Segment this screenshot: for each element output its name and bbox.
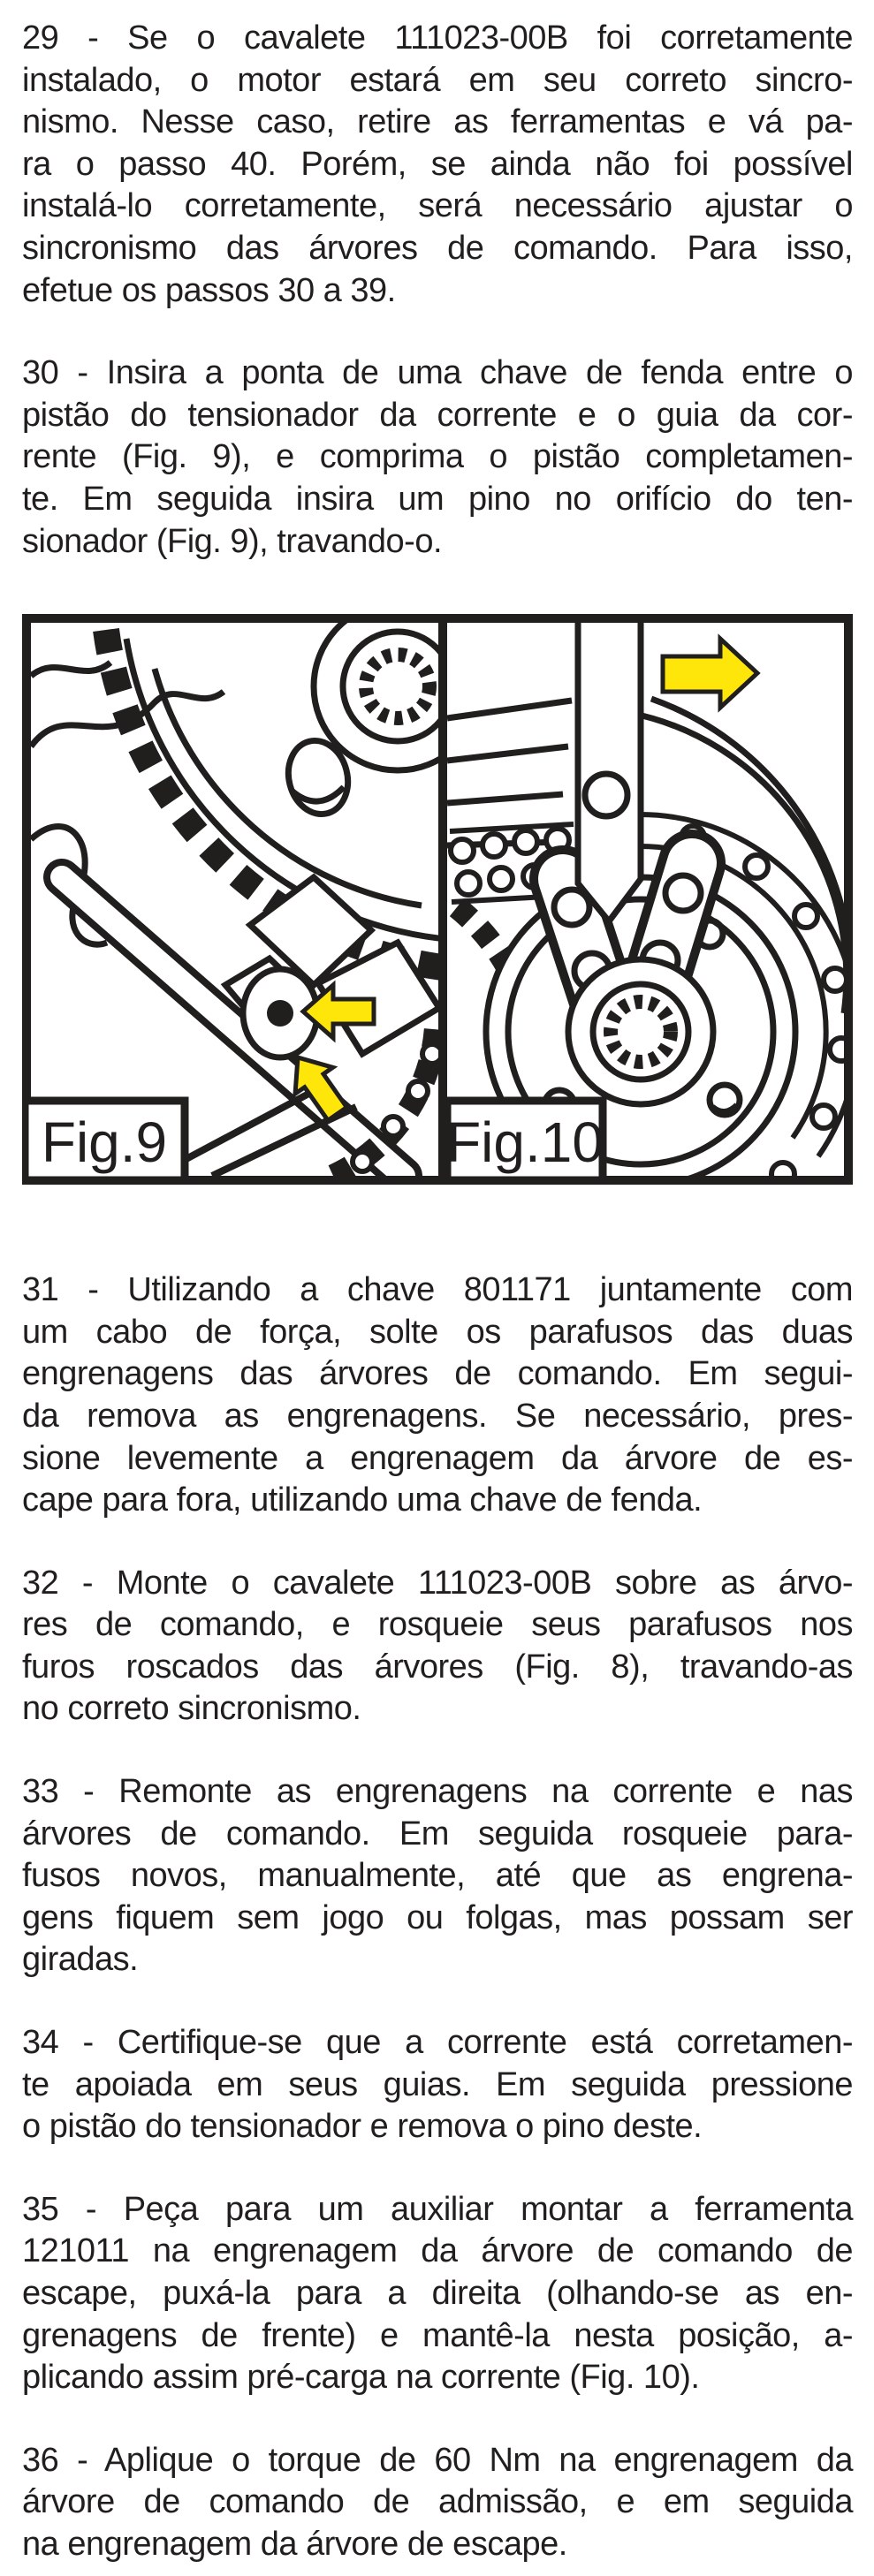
text-line: fusos novos, manualmente, até que as engrena- <box>22 1857 853 1895</box>
text-line: árvore de comando de admissão, e em seguida <box>22 2483 853 2521</box>
text-line: furos roscados das árvores (Fig. 8), travando-as <box>22 1648 853 1686</box>
text-line: pistão do tensionador da corrente e o guia da cor- <box>22 396 853 434</box>
text-line: 30 - Insira a ponta de uma chave de fenda entre o <box>22 354 853 392</box>
text-line: instalado, o motor estará em seu correto sincro- <box>22 61 853 99</box>
text-line: 121011 na engrenagem da árvore de comando de <box>22 2232 853 2270</box>
step-34-paragraph <box>22 2022 853 2148</box>
panel-divider <box>438 618 447 1180</box>
figure-panel-group <box>22 614 853 1185</box>
text-line: sione levemente a engrenagem da árvore de es- <box>22 1439 853 1477</box>
text-line: sionador (Fig. 9), travando-o. <box>22 522 443 560</box>
text-line: instalá-lo corretamente, será necessário ajustar o <box>22 187 853 225</box>
fig10-label: Fig.10 <box>446 1110 604 1175</box>
step-35-paragraph <box>22 2189 853 2399</box>
step-31-paragraph <box>22 1269 853 1522</box>
text-line: giradas. <box>22 1941 139 1979</box>
fig10-gear-hub <box>568 959 713 1104</box>
text-line: rente (Fig. 9), e comprima o pistão completamen- <box>22 438 853 476</box>
text-line: res de comando, e rosqueie seus parafusos nos <box>22 1606 853 1644</box>
text-line: engrenagens das árvores de comando. Em segui- <box>22 1355 853 1393</box>
text-line: árvores de comando. Em seguida rosqueie para- <box>22 1815 853 1852</box>
fig9-lock-pin-hole <box>267 1000 293 1027</box>
text-line: no correto sincronismo. <box>22 1690 361 1728</box>
text-line: nismo. Nesse caso, retire as ferramentas e vá pa- <box>22 103 853 141</box>
text-line: efetue os passos 30 a 39. <box>22 271 396 309</box>
step-36-paragraph <box>22 2440 853 2566</box>
text-line: sincronismo das árvores de comando. Para isso, <box>22 229 853 267</box>
text-line: da remova as engrenagens. Se necessário, pres- <box>22 1397 853 1435</box>
step-32-paragraph <box>22 1563 853 1731</box>
text-line: grenagens de frente) e mantê-la nesta posição, a- <box>22 2316 853 2354</box>
text-line: plicando assim pré-carga na corrente (Fig. 10). <box>22 2359 700 2397</box>
figure-illustration <box>22 614 853 1185</box>
text-line: um cabo de força, solte os parafusos das duas <box>22 1313 853 1351</box>
text-line: 34 - Certifique-se que a corrente está corretamen- <box>22 2024 853 2062</box>
text-line: 29 - Se o cavalete 111023-00B foi corretamente <box>22 19 853 57</box>
text-line: ra o passo 40. Porém, se ainda não foi possível <box>22 145 853 183</box>
text-line: gens fiquem sem jogo ou folgas, mas possam ser <box>22 1898 853 1936</box>
text-line: 35 - Peça para um auxiliar montar a ferramenta <box>22 2190 853 2228</box>
text-line: 36 - Aplique o torque de 60 Nm na engrenagem da <box>22 2441 853 2479</box>
text-line: 33 - Remonte as engrenagens na corrente e nas <box>22 1773 853 1811</box>
text-line: 31 - Utilizando a chave 801171 juntamente com <box>22 1271 853 1309</box>
text-line: 32 - Monte o cavalete 111023-00B sobre as árvo- <box>22 1564 853 1602</box>
text-line: cape para fora, utilizando uma chave de fenda. <box>22 1481 703 1519</box>
step-33-paragraph <box>22 1771 853 1981</box>
text-line: o pistão do tensionador e remova o pino deste. <box>22 2108 703 2146</box>
step-30-paragraph <box>22 352 853 563</box>
text-line: na engrenagem da árvore de escape. <box>22 2525 567 2563</box>
text-line: escape, puxá-la para a direita (olhando-se as en- <box>22 2275 853 2312</box>
fig9-label: Fig.9 <box>41 1110 168 1175</box>
text-line: te apoiada em seus guias. Em seguida pressione <box>22 2065 853 2103</box>
text-line: te. Em seguida insira um pino no orifício do ten- <box>22 480 853 518</box>
step-29-paragraph <box>22 18 853 312</box>
